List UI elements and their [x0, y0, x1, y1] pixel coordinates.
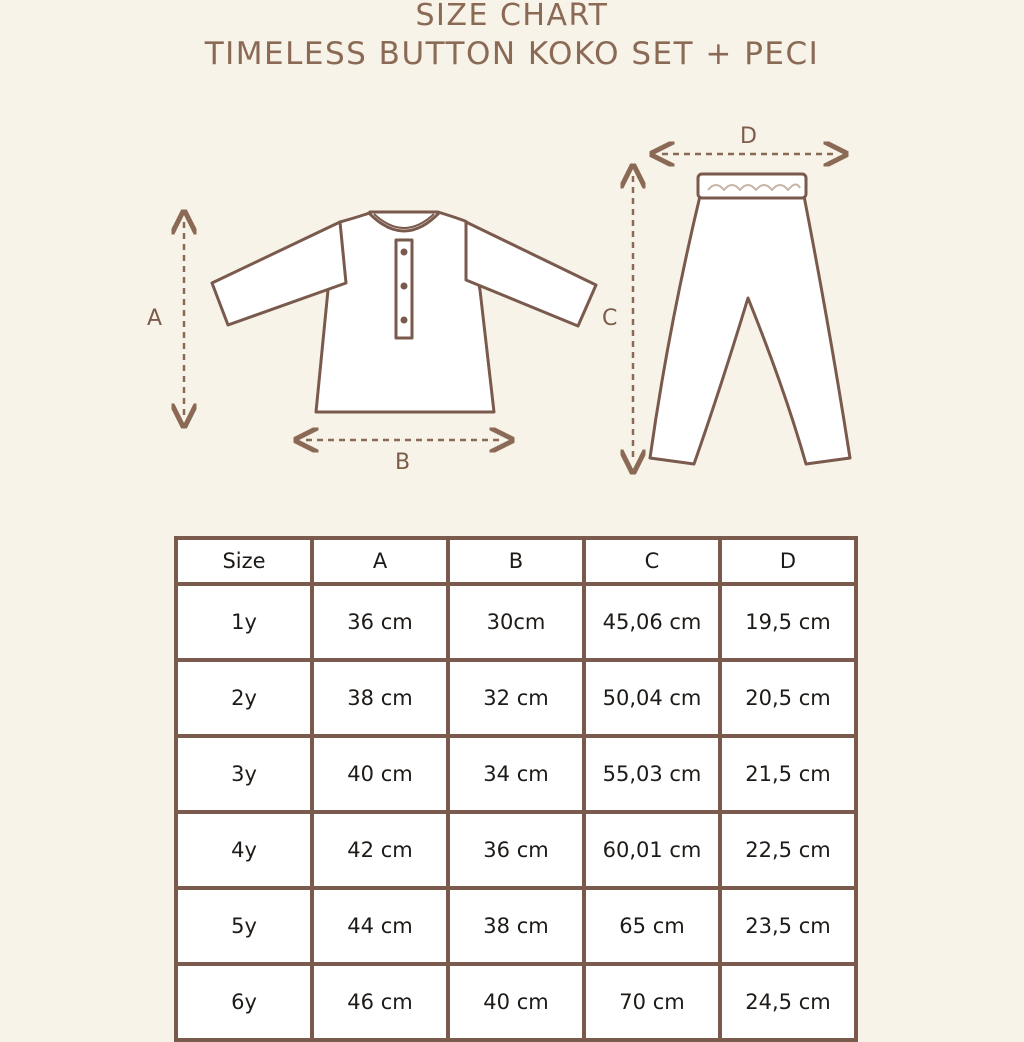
cell-a: 38 cm	[314, 662, 446, 734]
cell-size: 1y	[178, 586, 310, 658]
cell-c: 45,06 cm	[586, 586, 718, 658]
cell-b: 36 cm	[450, 814, 582, 886]
shirt-right-sleeve	[466, 222, 596, 326]
cell-d: 22,5 cm	[722, 814, 854, 886]
cell-b: 40 cm	[450, 966, 582, 1038]
cell-c: 60,01 cm	[586, 814, 718, 886]
cell-d: 23,5 cm	[722, 890, 854, 962]
cell-d: 21,5 cm	[722, 738, 854, 810]
table-row	[178, 662, 854, 734]
garment-diagram	[0, 0, 1024, 520]
cell-size: 5y	[178, 890, 310, 962]
cell-size: 4y	[178, 814, 310, 886]
dimension-label-b: B	[395, 450, 411, 475]
cell-c: 55,03 cm	[586, 738, 718, 810]
header-size: Size	[178, 540, 310, 582]
cell-b: 30cm	[450, 586, 582, 658]
cell-b: 34 cm	[450, 738, 582, 810]
cell-size: 3y	[178, 738, 310, 810]
shirt-illustration	[212, 212, 596, 412]
cell-a: 36 cm	[314, 586, 446, 658]
chart-title: SIZE CHART	[415, 0, 609, 33]
dimension-label-a: A	[147, 306, 163, 331]
cell-c: 50,04 cm	[586, 662, 718, 734]
header-c: C	[586, 540, 718, 582]
cell-d: 19,5 cm	[722, 586, 854, 658]
shirt-button	[401, 317, 408, 324]
cell-d: 24,5 cm	[722, 966, 854, 1038]
pants-illustration	[650, 174, 850, 464]
dimension-label-c: C	[602, 306, 618, 331]
pants-legs	[650, 196, 850, 464]
cell-size: 6y	[178, 966, 310, 1038]
header-d: D	[722, 540, 854, 582]
header-a: A	[314, 540, 446, 582]
cell-c: 70 cm	[586, 966, 718, 1038]
cell-d: 20,5 cm	[722, 662, 854, 734]
cell-b: 32 cm	[450, 662, 582, 734]
header-b: B	[450, 540, 582, 582]
cell-a: 46 cm	[314, 966, 446, 1038]
size-table	[174, 536, 858, 1042]
cell-a: 40 cm	[314, 738, 446, 810]
table-header-row	[178, 540, 854, 582]
table-row	[178, 890, 854, 962]
shirt-button	[401, 283, 408, 290]
product-title: TIMELESS BUTTON KOKO SET + PECI	[204, 36, 820, 72]
dimension-label-d: D	[740, 124, 757, 149]
table-row	[178, 586, 854, 658]
table-row	[178, 738, 854, 810]
cell-a: 44 cm	[314, 890, 446, 962]
cell-b: 38 cm	[450, 890, 582, 962]
table-row	[178, 814, 854, 886]
shirt-button	[401, 249, 408, 256]
cell-size: 2y	[178, 662, 310, 734]
cell-c: 65 cm	[586, 890, 718, 962]
table-row	[178, 966, 854, 1038]
cell-a: 42 cm	[314, 814, 446, 886]
